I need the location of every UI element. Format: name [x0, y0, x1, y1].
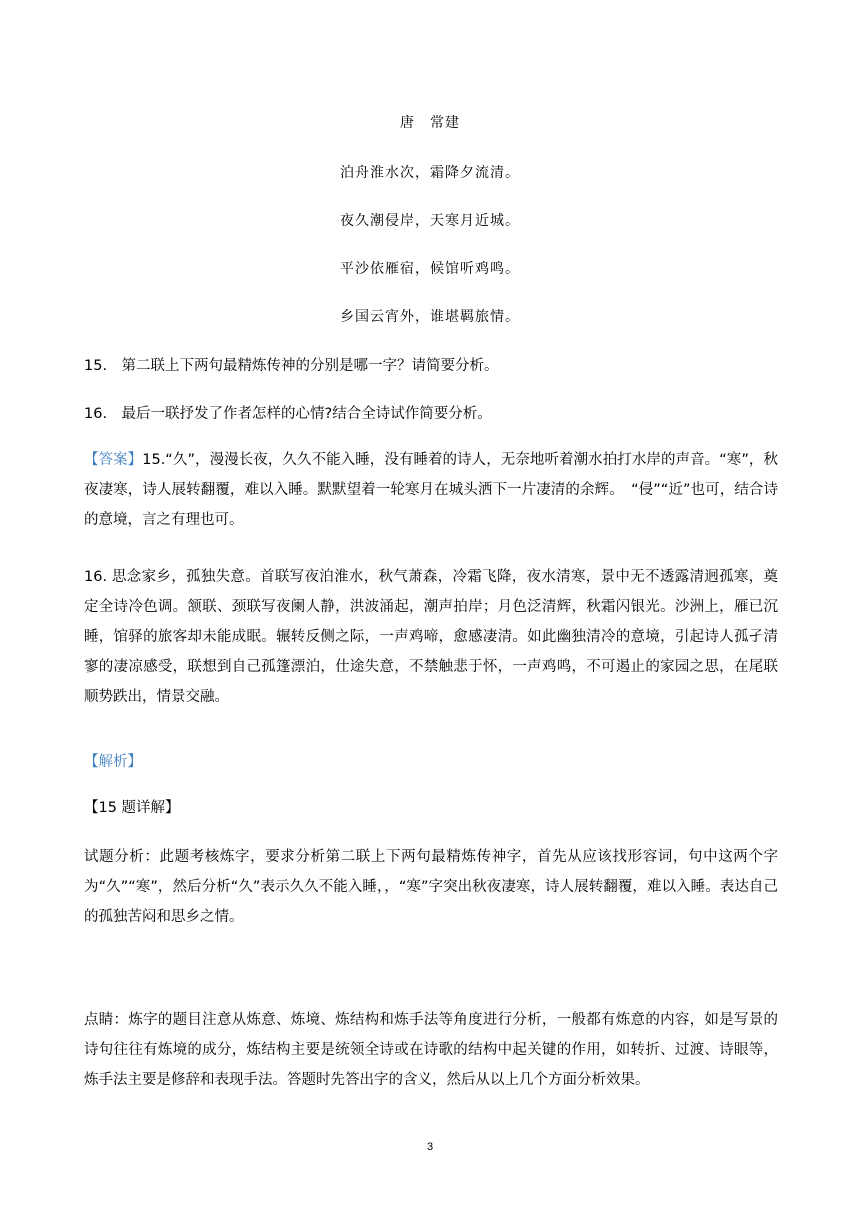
poem-line: 泊舟淮水次，霜降夕流清。 [340, 165, 520, 181]
answer-tag: 【答案】 [84, 452, 143, 468]
page-number: 3 [426, 1141, 434, 1153]
poem-line: 平沙依雁宿，候馆听鸡鸣。 [340, 261, 520, 277]
detail-text: 试题分析：此题考核炼字，要求分析第二联上下两句最精炼传神字，首先从应该找形容词，句中这两个字为“久”“寒”，然后分析“久”表示久久不能入睡，，“寒”字突出秋夜凄寒，诗人展转翻覆，难以入睡。表达自己的孤独苦闷和思乡之情。 [84, 849, 778, 925]
question-15: 15. 第二联上下两句最精炼传神的分别是哪一字？请简要分析。 [84, 358, 499, 374]
poem-author: 唐 常建 [400, 115, 460, 131]
poem-line: 乡国云宵外，谁堪羁旅情。 [340, 309, 520, 325]
poem-line: 夜久潮侵岸，天寒月近城。 [340, 213, 520, 229]
answer-16: 16. 思念家乡，孤独失意。首联写夜泊淮水，秋气萧森，冷霜飞降，夜水清寒，景中无不透露清迥孤寒，奠定全诗冷色调。颔联、颈联写夜阑人静，洪波涌起，潮声拍岸；月色泛清辉，秋霜闪银光。沙洲上，雁已沉睡，馆驿的旅客却未能成眠。辗转反侧之际，一声鸡啼，愈感凄清。如此幽独清冷的意境，引起诗人孤孑清寥的凄凉感受，联想到自己孤篷漂泊，仕途失意，不禁触悲于怀，一声鸡鸣，不可遏止的家园之思，在尾联顺势跌出，情景交融。 [84, 569, 778, 705]
detail-heading: 【15 题详解】 [84, 800, 180, 816]
analysis-tag: 【解析】 [84, 754, 142, 770]
answer-15-text: 15.“久”，漫漫长夜，久久不能入睡，没有睡着的诗人，无奈地听着潮水拍打水岸的声音。“寒”，秋夜凄寒，诗人展转翻覆，难以入睡。默默望着一轮寒月在城头洒下一片凄清的余辉。 “侵”“近”也可，结合诗的意境，言之有理也可。 [84, 452, 778, 528]
question-16: 16. 最后一联抒发了作者怎样的心情?结合全诗试作简要分析。 [84, 406, 492, 422]
tip-text: 点睛：炼字的题目注意从炼意、炼境、炼结构和炼手法等角度进行分析，一般都有炼意的内容，如是写景的诗句往往有炼境的成分，炼结构主要是统领全诗或在诗歌的结构中起关键的作用，如转折、过渡、诗眼等，炼手法主要是修辞和表现手法。答题时先答出字的含义，然后从以上几个方面分析效果。 [84, 1012, 778, 1088]
answer-15 [84, 445, 778, 535]
